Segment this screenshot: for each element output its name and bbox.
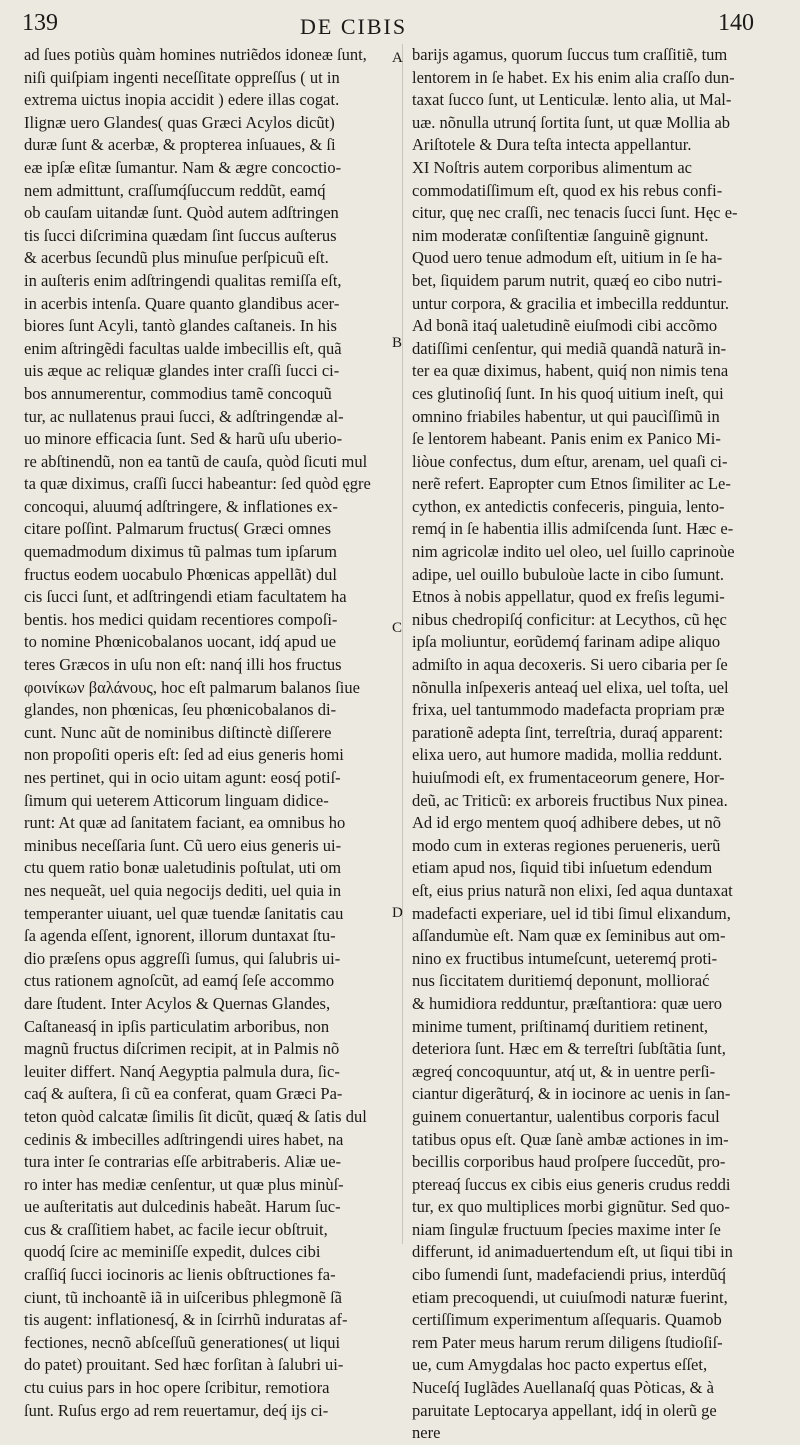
text-line: aſſandumùe eſt. Nam quæ ex ſeminibus aut om-	[412, 926, 726, 946]
text-line: ciantur digerãturq́, & in iocinore ac uenis in ſan-	[412, 1084, 731, 1104]
text-line: eæ ipſæ eſitæ ſumantur. Nam & ægre concoctio-	[24, 157, 342, 177]
text-line: biores ſunt Acyli, tantò glandes caſtaneis. In his	[24, 316, 337, 336]
page-number-right: 140	[718, 10, 754, 36]
text-line: cus & craſſitiem habet, ac facile iecur obſtruit,	[24, 1219, 328, 1239]
text-line: φοινίκων βαλάνους, hoc eſt palmarum balanos ſiue	[24, 677, 360, 697]
text-line: niam ſingulæ fructuum ſpecies maxime inter ſe	[412, 1219, 721, 1239]
margin-marker-c: C	[392, 620, 403, 636]
text-line: ro inter has mediæ cenſentur, ut quæ plus minùſ-	[24, 1174, 344, 1194]
text-line: uæ. nõnulla utrunq́ ſortita ſunt, ut quæ Mollia ab	[412, 112, 731, 132]
text-line: to nomine Phœnicobalanos uocant, idq́ apud ue	[24, 632, 337, 652]
text-line: XI Noſtris autem corporibus alimentum ac	[412, 157, 692, 177]
text-line: commodatiſſimum eſt, quod ex his rebus confi-	[412, 180, 723, 200]
text-line: in auſteris enim adſtringendi qualitas remiſſa eſt,	[24, 270, 342, 290]
text-line: deteriora ſunt. Hæc em & terreſtri ſubſtãtia ſunt,	[412, 1039, 726, 1059]
text-line: ue, cum Amygdalas hoc pacto expertus eſſet,	[412, 1355, 708, 1375]
text-line: etiam apud nos, ſiquid tibi inſuetum edendum	[412, 858, 713, 878]
text-line: nes pertinet, qui in ocio uitam agunt: eosq́ potiſ-	[24, 768, 341, 787]
text-line: citare poſſint. Palmarum fructus( Græci omnes	[24, 519, 332, 539]
text-line: ad ſues potiùs quàm homines nutriẽdos idoneæ ſunt,	[24, 45, 367, 64]
text-line: magnũ fructus diſcrimen recipit, at in Palmis nõ	[24, 1039, 340, 1059]
text-line: cython, ex antedictis confeceris, pinguia, lento-	[412, 496, 725, 516]
text-line: bentis. hos medici quidam recentiores compoſi-	[24, 609, 338, 629]
text-line: quemadmodum diximus tũ palmas tum ipſarum	[24, 542, 338, 562]
text-line: lentorem in ſe habet. Ex his enim alia craſſo dun-	[412, 67, 735, 87]
running-title: DE CIBIS	[300, 14, 408, 39]
text-line: quodq́ ſcire ac meminiſſe expedit, dulces cibi	[24, 1242, 321, 1262]
text-line: deũ, ac Triticũ: ex arboreis fructibus Nux pinea.	[412, 790, 728, 810]
text-line: craſſiq́ ſucci iocinoris ac lienis obſtructiones fa-	[24, 1265, 336, 1285]
text-line: paruitate Leptocarya appellant, idq́ in olerũ ge	[412, 1400, 717, 1420]
text-line: leuiter differt. Nanq́ Aegyptia palmula dura, ſic-	[24, 1061, 340, 1081]
text-line: & acerbus ſecundũ plus minuſue perſpicuũ eſt.	[24, 248, 329, 268]
text-line: adipe, uel ouillo bubuloùe lacte in cibo ſumunt.	[412, 564, 725, 584]
text-line: re abſtinendũ, non ea tantũ de cauſa, quòd ſicuti mul	[24, 451, 368, 471]
text-line: ta quæ diximus, craſſi ſucci habeantur: ſed quòd ęgre	[24, 474, 371, 494]
text-line: nim moderatæ conſiſtentiæ ſanguinẽ gignunt.	[412, 225, 709, 245]
text-line: ces glutinoſiq́ ſunt. In his quoq́ uitium ineſt, qui	[412, 383, 724, 403]
text-line: citur, quę nec craſſi, nec tenacis ſucci ſunt. Hęc e-	[412, 203, 738, 223]
text-line: bos annumerentur, commodius tamẽ concoquũ	[24, 383, 332, 403]
text-line: ſa agenda eſſent, ignorent, illorum duntaxat ſtu-	[24, 926, 336, 946]
text-line: Caſtaneasq́ in ipſis particulatim arboribus, non	[24, 1016, 330, 1036]
right-text-column	[412, 44, 784, 1443]
text-line: tur, ex quo multiplices morbi gignũtur. Sed quo-	[412, 1197, 730, 1217]
text-line: datiſſimi cenſentur, qui mediã quandã naturã in-	[412, 338, 727, 358]
column-divider	[402, 44, 403, 1244]
text-line: eſt, eius prius naturã non elixi, ſed aqua duntaxat	[412, 880, 733, 900]
text-line: ctus rationem agnoſcũt, ad eamq́ ſeſe accommo	[24, 971, 335, 991]
text-line: becillis corporibus haud proſpere ſuccedũt, pro-	[412, 1152, 726, 1172]
margin-marker-d: D	[392, 905, 403, 921]
text-line: elixa uero, aut humore madida, mollia reddunt.	[412, 745, 723, 765]
text-line: do patet) prouitant. Sed hæc forſitan à ſalubri ui-	[24, 1355, 344, 1375]
text-line: glandes, non phœnicas, ſeu phœnicobalanos di-	[24, 700, 337, 720]
text-line: huiuſmodi eſt, ex frumentaceorum genere, Hor-	[412, 768, 725, 787]
text-line: tis augent: inflationesq́, & in ſcirrhũ induratas af-	[24, 1310, 348, 1330]
text-line: certiſſimum experimentum aſſequaris. Quamob	[412, 1310, 722, 1330]
text-line: madefacti experiare, uel id tibi ſimul elixandum,	[412, 903, 731, 923]
text-line: nem admittunt, craſſumq́ſuccum reddũt, eamq́	[24, 180, 326, 200]
text-line: Etnos à nobis appellatur, quod ex freſis legumi-	[412, 587, 725, 607]
text-line: dare ſtudent. Inter Acylos & Quernas Glandes,	[24, 993, 331, 1013]
text-line: nes nequeãt, uel quia negocijs dediti, uel quia in	[24, 880, 342, 900]
text-line: guinem conuertantur, ualentibus corporis facul	[412, 1106, 720, 1126]
text-line: minibus neceſſaria ſunt. Cũ uero eius generis ui-	[24, 835, 342, 855]
text-line: fructus eodem uocabulo Phœnicas appellãt) dul	[24, 564, 337, 584]
text-line: parationẽ adepta ſint, terreſtria, duraq́ apparent:	[412, 722, 724, 742]
text-line: ſunt. Ruſus ergo ad rem reuertamur, deq́ ijs ci-	[24, 1400, 329, 1420]
text-line: nim agricolæ indito uel oleo, uel ſuillo caprinoùe	[412, 542, 735, 562]
text-line: ipſa moliuntur, eorũdemq́ farinam adipe aliquo	[412, 632, 721, 652]
text-line: Ad id ergo mentem quoq́ adhibere debes, ut nõ	[412, 813, 721, 833]
running-head	[0, 0, 800, 44]
text-line: cunt. Nunc aũt de nominibus diſtinctè diſſerere	[24, 722, 332, 742]
text-line: non propoſiti operis eſt: ſed ad eius generis homi	[24, 745, 344, 765]
text-line: teton quòd calcatæ ſimilis ſit dicũt, quæq́ & ſatis dul	[24, 1106, 367, 1126]
text-line: ob cauſam uitandæ ſunt. Quòd autem adſtringen	[24, 203, 339, 223]
text-line: untur corpora, & gracilia et imbecilla redduntur.	[412, 293, 730, 313]
text-line: Ilignæ uero Glandes( quas Græci Acylos dicũt)	[24, 112, 335, 132]
text-line: taxat ſucco ſunt, ut Lenticulæ. lento alia, ut Mal-	[412, 90, 732, 110]
text-line: frixa, uel tantummodo madefacta propriam præ	[412, 700, 725, 720]
text-line: ctu cuius pars in hoc opere ſcribitur, remotiora	[24, 1378, 330, 1398]
text-line: tura inter ſe contrarias eſſe arbitraberis. Aliæ ue-	[24, 1152, 342, 1172]
text-line: etiam precoquendi, ut cuiuſmodi naturæ fuerint,	[412, 1287, 728, 1307]
text-line: duræ ſunt & acerbæ, & propterea inſuaues, & ſi	[24, 135, 336, 155]
text-line: cibo ſumendi ſunt, madefaciendi prius, interdũq́	[412, 1265, 726, 1285]
text-line: nõnulla inſpexeris anteaq́ uel elixa, uel toſta, uel	[412, 677, 729, 697]
text-line: ciunt, tũ inchoantẽ iã in uiſceribus phlegmonẽ ſã	[24, 1287, 342, 1307]
text-line: runt: At quæ ad ſanitatem faciant, ea omnibus ho	[24, 813, 346, 833]
margin-marker-a: A	[392, 50, 403, 66]
text-line: uis æque ac reliquæ glandes inter craſſi ſucci ci-	[24, 361, 340, 381]
text-line: admiſto in aqua decoxeris. Si uero cibaria per ſe	[412, 655, 728, 675]
text-line: modo cum in exteras regiones perueneris, uerũ	[412, 835, 721, 855]
text-line: rem Pater meus harum rerum diligens ſtudioſiſ-	[412, 1332, 723, 1352]
text-line: dio præſens opus aggreſſi ſumus, qui ſalubris ui-	[24, 948, 341, 968]
text-line: cedinis & imbecilles adſtringendi uires habet, na	[24, 1129, 344, 1149]
text-line: ptereaq́ ſuccus ex cibis eius generis crudus reddi	[412, 1174, 731, 1194]
text-line: nus ſiccitatem duritiemq́ deponunt, molliorać	[412, 971, 710, 991]
text-line: tis ſucci diſcrimina quædam ſint ſuccus auſterus	[24, 225, 337, 245]
text-line: tur, ac nullatenus praui ſucci, & adſtringendæ al-	[24, 406, 344, 426]
text-line: differunt, id animaduertendum eſt, ut ſiqui tibi in	[412, 1242, 733, 1262]
text-line: temperanter uiuant, uel quæ tuendæ ſanitatis cau	[24, 903, 344, 923]
text-line: tatibus opus eſt. Quæ ſanè ambæ actiones in im-	[412, 1129, 729, 1149]
text-line: nino ex fructibus intumeſcunt, ueteremq́ proti-	[412, 948, 718, 968]
text-line: cis ſucci ſunt, et adſtringendi etiam facultatem ha	[24, 587, 347, 607]
text-line: nere	[412, 1423, 441, 1443]
text-line: teres Græcos in uſu non eſt: nanq́ illi hos fructus	[24, 655, 342, 675]
text-line: niſi quiſpiam ingenti neceſſitate oppreſſus ( ut in	[24, 67, 340, 87]
text-line: nibus chedropiſq́ conficitur: at Lecythos, cũ hęc	[412, 609, 727, 629]
text-line: ue auſteritatis aut dulcedinis habeãt. Harum ſuc-	[24, 1197, 341, 1217]
text-line: minime tument, priſtinamq́ duritiem retinent,	[412, 1016, 709, 1036]
text-line: ægreq́ concoquuntur, atq́ ut, & in uentre perſi-	[412, 1061, 716, 1081]
text-line: nerẽ refert. Eapropter cum Etnos ſimiliter ac Le-	[412, 474, 731, 494]
text-line: caq́ & auſtera, ſi cũ ea conferat, quam Græci Pa-	[24, 1084, 343, 1104]
text-line: barijs agamus, quorum ſuccus tum craſſitiẽ, tum	[412, 45, 728, 64]
page-number-left: 139	[22, 10, 58, 36]
text-line: enim aſtringẽdi facultas ualde imbecillis eſt, quã	[24, 338, 342, 358]
text-line: Ad bonã itaq́ ualetudinẽ eiuſmodi cibi accõmo	[412, 316, 718, 336]
text-line: uo minore efficacia ſunt. Sed & harũ uſu uberio-	[24, 429, 343, 449]
text-line: concoqui, aluumq́ adſtringere, & inflationes ex-	[24, 496, 338, 516]
text-line: omnino friabiles habentur, ut qui paucìſſimũ in	[412, 406, 720, 426]
text-line: Quod uero tenue admodum eſt, uitium in ſe ha-	[412, 248, 723, 268]
text-line: ter ea quæ diximus, habent, quiq́ non nimis tena	[412, 361, 729, 381]
text-line: in acerbis intenſa. Quare quanto glandibus acer-	[24, 293, 340, 313]
text-line: ctu quem ratio bonæ ualetudinis poſtulat, uti om	[24, 858, 342, 878]
text-line: fectiones, necnõ abſceſſuũ generationes( ut liqui	[24, 1332, 341, 1352]
text-line: ſe lentorem habeant. Panis enim ex Panico Mi-	[412, 429, 721, 449]
text-line: extrema uictus inopia accidit ) edere illas cogat.	[24, 90, 340, 110]
text-line: liòue confectus, dum eſtur, arenam, uel quaſi ci-	[412, 451, 728, 471]
margin-marker-b: B	[392, 335, 403, 351]
text-line: & humidiora redduntur, præſtantiora: quæ uero	[412, 993, 723, 1013]
text-line: remq́ in ſe habentia illis admiſcenda ſunt. Hæc e-	[412, 519, 734, 539]
text-line: Ariſtotele & Dura teſta intecta appellantur.	[412, 135, 692, 155]
text-line: bet, ſiquidem parum nutrit, quæq́ eo cibo nutri-	[412, 270, 723, 290]
left-text-column	[24, 44, 396, 1420]
text-line: ſimum qui ueterem Atticorum linguam didice-	[24, 790, 329, 810]
text-line: Nuceſq́ Iuglãdes Auellanaſq́ quas Pòticas, & à	[412, 1378, 714, 1398]
